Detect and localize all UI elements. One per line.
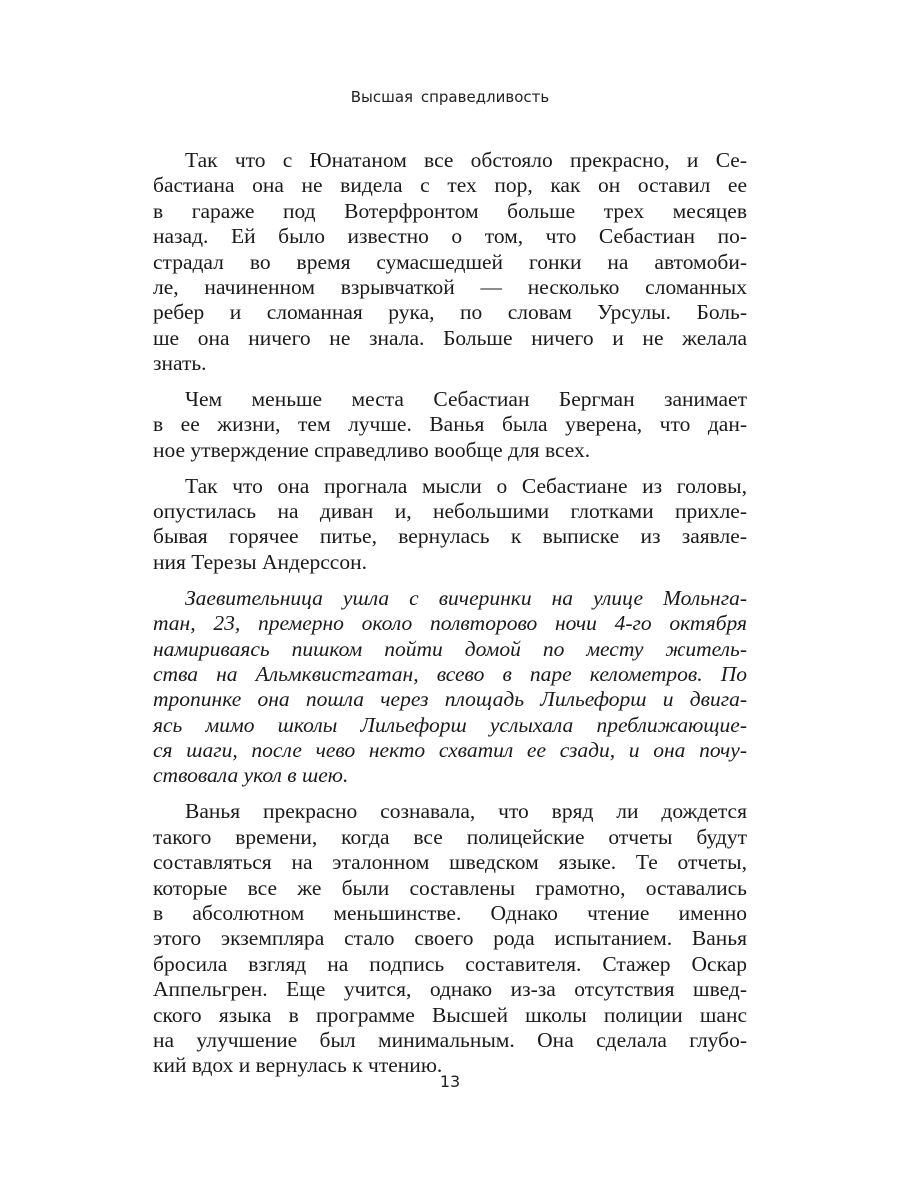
paragraph <box>153 474 747 576</box>
text-line: в гараже под Вотерфронтом больше трех месяцев <box>153 198 747 223</box>
text-line: Чем меньше места Себастиан Бергман занимает <box>185 387 747 412</box>
quoted-report-paragraph <box>153 586 747 789</box>
text-line: бросила взгляд на подпись составителя. Стажер Оскар <box>153 951 747 976</box>
page-number: 13 <box>439 1072 461 1091</box>
text-line: Ванья прекрасно сознавала, что вряд ли дождется <box>185 799 747 824</box>
text-line: Аппельгрен. Еще учится, однако из-за отсутствия швед- <box>153 977 747 1002</box>
paragraph <box>153 799 747 1078</box>
text-line: тан, 23, премерно около полвторово ночи 4-го октября <box>153 611 747 636</box>
text-line: ся шаги, после чево некто схватил ее сзади, и она почу- <box>153 738 747 763</box>
body-text <box>153 148 747 1089</box>
text-line: опустилась на диван и, небольшими глотками прихле- <box>153 499 747 524</box>
text-line: Так что она прогнала мысли о Себастиане из головы, <box>185 473 747 498</box>
text-line: ния Терезы Андерссон. <box>153 549 367 574</box>
text-line: ле, начиненном взрывчаткой — несколько сломанных <box>153 274 747 299</box>
text-line: знать. <box>153 351 207 376</box>
text-line: ствовала укол в шею. <box>153 763 349 788</box>
text-line: которые все же были составлены грамотно, оставались <box>153 875 747 900</box>
text-line: намириваясь пишком пойти домой по месту житель- <box>153 636 747 661</box>
running-header: Высшая справедливость <box>350 88 550 106</box>
text-line: ное утверждение справедливо вообще для всех. <box>153 437 591 462</box>
text-line: составляться на эталонном шведском языке. Те отчеты, <box>153 850 747 875</box>
text-line: кий вдох и вернулась к чтению. <box>153 1053 443 1078</box>
text-line: страдал во время сумасшедшей гонки на автомоби- <box>153 249 747 274</box>
text-line: ясь мимо школы Лильефорш услыхала преближающие- <box>153 712 747 737</box>
text-line: ребер и сломанная рука, по словам Урсулы. Боль- <box>153 300 747 325</box>
text-line: в абсолютном меньшинстве. Однако чтение именно <box>153 900 747 925</box>
text-line: такого времени, когда все полицейские отчеты будут <box>153 824 747 849</box>
text-line: назад. Ей было известно о том, что Себастиан по- <box>153 224 747 249</box>
text-line: Так что с Юнатаном все обстояло прекрасно, и Се- <box>185 148 747 172</box>
text-line: этого экземпляра стало своего рода испытанием. Ванья <box>153 926 747 951</box>
paragraph <box>153 387 747 463</box>
text-line: бывая горячее питье, вернулась к выписке из заявле- <box>153 524 747 549</box>
text-line: ства на Альмквистгатан, всево в паре келометров. По <box>153 661 747 686</box>
text-line: Заевительница ушла с вичеринки на улице Мольнга- <box>185 585 747 610</box>
text-line: тропинке она пошла через площадь Лильефорш и двига- <box>153 687 747 712</box>
text-line: в ее жизни, тем лучше. Ванья была уверена, что дан- <box>153 412 747 437</box>
paragraph <box>153 148 747 377</box>
text-line: на улучшение был минимальным. Она сделала глубо- <box>153 1027 747 1052</box>
text-line: бастиана она не видела с тех пор, как он оставил ее <box>153 173 747 198</box>
text-line: ше она ничего не знала. Больше ничего и не желала <box>153 325 747 350</box>
text-line: ского языка в программе Высшей школы полиции шанс <box>153 1002 747 1027</box>
